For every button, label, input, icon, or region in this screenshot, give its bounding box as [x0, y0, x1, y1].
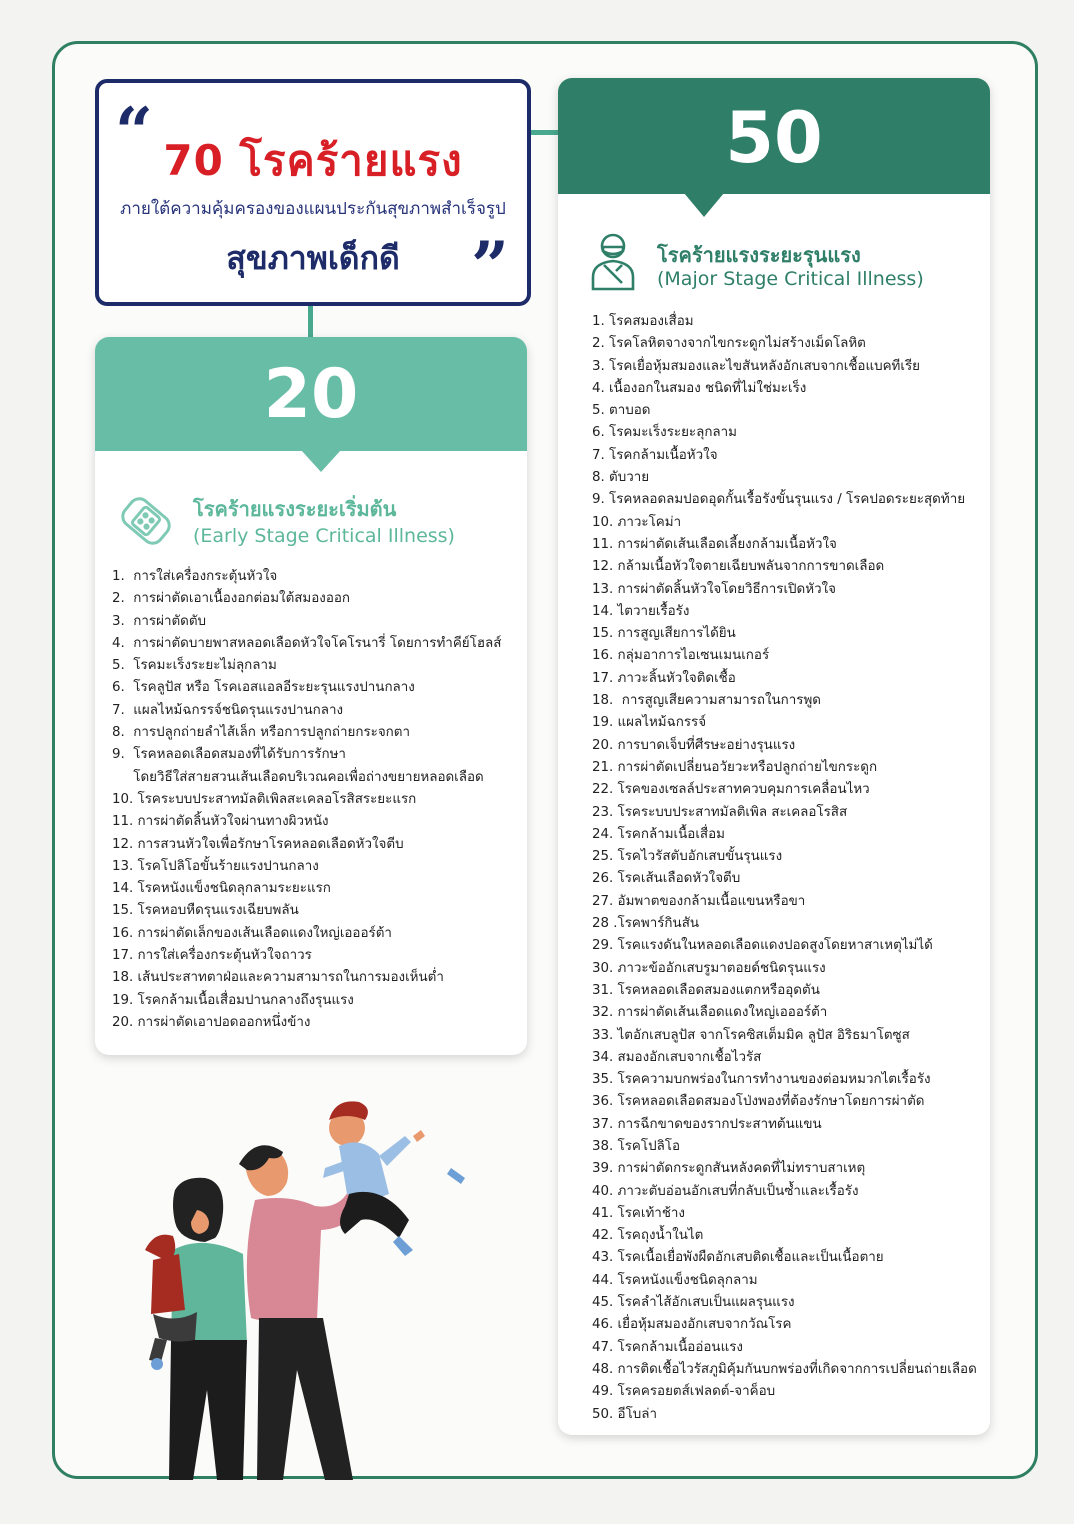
list-item: 4. การผ่าตัดบายพาสหลอดเลือดหัวใจโคโรนารี่ โดยการทำคีย์โฮลส์	[112, 635, 502, 651]
list-item: 29. โรคแรงดันในหลอดเลือดแดงปอดสูงโดยหาสาเหตุไม่ได้	[592, 938, 933, 954]
list-item: 34. สมองอักเสบจากเชื้อไวรัส	[592, 1049, 762, 1065]
list-item: 47. โรคกล้ามเนื้ออ่อนแรง	[592, 1339, 743, 1355]
list-item: 42. โรคถุงน้ำในไต	[592, 1228, 704, 1244]
major-stage-card	[558, 78, 990, 1435]
list-item: 5. โรคมะเร็งระยะไม่ลุกลาม	[112, 658, 277, 674]
list-item: 18. การสูญเสียความสามารถในการพูด	[592, 693, 822, 709]
list-item: 1. โรคสมองเสื่อม	[592, 314, 694, 329]
early-stage-heading-th: โรคร้ายแรงระยะเริ่มต้น	[193, 497, 397, 521]
list-item: 39. การผ่าตัดกระดูกสันหลังคดที่ไม่ทราบสาเหตุ	[592, 1161, 866, 1177]
list-item: 12. การสวนหัวใจเพื่อรักษาโรคหลอดเลือดหัวใจตีบ	[112, 836, 404, 852]
list-item: 15. โรคหอบหืดรุนแรงเฉียบพลัน	[112, 903, 299, 919]
list-item: 49. โรคครอยตส์เฟลดต์-จาค็อบ	[592, 1384, 776, 1400]
list-item: 37. การฉีกขาดของรากประสาทต้นแขน	[592, 1116, 822, 1132]
list-item: 17. การใส่เครื่องกระตุ้นหัวใจถาวร	[112, 948, 312, 964]
bandage-icon	[117, 490, 175, 552]
list-item: 24. โรคกล้ามเนื้อเสื่อม	[592, 826, 725, 842]
list-item: 30. ภาวะข้ออักเสบรูมาตอยด์ชนิดรุนแรง	[592, 960, 826, 976]
list-item: 48. การติดเชื้อไวรัสภูมิคุ้มกันบกพร่องที่เกิดจากการเปลี่ยนถ่ายเลือด	[592, 1361, 977, 1377]
list-item: 18. เส้นประสาทตาฝ่อและความสามารถในการมองเห็นต่ำ	[112, 970, 444, 986]
list-item: 25. โรคไวรัสตับอักเสบขั้นรุนแรง	[592, 849, 783, 865]
headline: 70 โรคร้ายแรง	[163, 136, 463, 185]
list-item: 36. โรคหลอดเลือดสมองโป่งพองที่ต้องรักษาโดยการผ่าตัด	[592, 1094, 925, 1110]
list-item: 6. โรคลูปัส หรือ โรคเอสแอลอีระยะรุนแรงปานกลาง	[112, 680, 415, 696]
early-stage-count: 20	[95, 337, 527, 451]
list-item: 13. โรคโปลิโอขั้นร้ายแรงปานกลาง	[112, 858, 319, 874]
list-item: 50. อีโบล่า	[592, 1406, 658, 1422]
list-item: 3. การผ่าตัดตับ	[112, 613, 207, 629]
list-item: 3. โรคเยื่อหุ้มสมองและไขสันหลังอักเสบจากเชื้อแบคทีเรีย	[592, 358, 920, 374]
list-item: 8. การปลูกถ่ายลำไส้เล็ก หรือการปลูกถ่ายกระจกตา	[112, 725, 411, 741]
major-stage-heading-en: (Major Stage Critical Illness)	[657, 268, 924, 290]
list-item: 7. โรคกล้ามเนื้อหัวใจ	[592, 447, 718, 463]
list-item: 26. โรคเส้นเลือดหัวใจตีบ	[592, 871, 741, 887]
list-item: 41. โรคเท้าช้าง	[592, 1205, 685, 1221]
list-item: 23. โรคระบบประสาทมัลติเพิล สะเคลอโรสิส	[592, 804, 848, 820]
list-item: 45. โรคลำไส้อักเสบเป็นแผลรุนแรง	[592, 1295, 795, 1311]
list-item: 11. การผ่าตัดเส้นเลือดเลี้ยงกล้ามเนื้อหัวใจ	[592, 536, 837, 552]
list-item: 2. การผ่าตัดเอาเนื้องอกต่อมใต้สมองออก	[112, 591, 351, 607]
list-item: 17. ภาวะลิ้นหัวใจติดเชื้อ	[592, 670, 736, 686]
list-item: 10. ภาวะโคม่า	[592, 514, 682, 530]
list-item: 7. แผลไหม้ฉกรรจ์ชนิดรุนแรงปานกลาง	[112, 702, 344, 718]
list-item: 22. โรคของเซลล์ประสาทควบคุมการเคลื่อนไหว	[592, 782, 870, 798]
list-item: 16. การผ่าตัดเล็กของเส้นเลือดแดงใหญ่เอออร์ต้า	[112, 925, 392, 941]
list-item: 12. กล้ามเนื้อหัวใจตายเฉียบพลันจากการขาดเลือด	[592, 559, 885, 575]
list-item: 43. โรคเนื้อเยื่อพังผืดอักเสบติดเชื้อและเป็นเนื้อตาย	[592, 1250, 884, 1266]
list-item: 16. กลุ่มอาการไอเซนเมนเกอร์	[592, 648, 770, 664]
list-item: โดยวิธีใส่สายสวนเส้นเลือดบริเวณคอเพื่อถ่างขยายหลอดเลือด	[112, 769, 484, 785]
list-item: 19. โรคกล้ามเนื้อเสื่อมปานกลางถึงรุนแรง	[112, 992, 354, 1008]
plan-name: สุขภาพเด็กดี	[226, 239, 400, 277]
list-item: 40. ภาวะตับอ่อนอักเสบที่กลับเป็นซ้ำและเรื้อรัง	[592, 1183, 859, 1199]
list-item: 21. การผ่าตัดเปลี่ยนอวัยวะหรือปลูกถ่ายไขกระดูก	[592, 759, 878, 775]
list-item: 31. โรคหลอดเลือดสมองแตกหรืออุดตัน	[592, 982, 820, 998]
major-stage-heading-th: โรคร้ายแรงระยะรุนแรง	[657, 243, 861, 267]
patient-mask-icon	[588, 231, 638, 291]
quote-close-mark: ”	[471, 227, 509, 305]
title-box	[95, 79, 531, 306]
early-stage-arrow	[301, 450, 341, 472]
quote-open-mark: “	[115, 93, 153, 171]
list-item: 38. โรคโปลิโอ	[592, 1138, 681, 1154]
list-item: 2. โรคโลหิตจางจากไขกระดูกไม่สร้างเม็ดโลหิต	[592, 336, 866, 352]
early-stage-heading-en: (Early Stage Critical Illness)	[193, 525, 455, 547]
list-item: 19. แผลไหม้ฉกรรจ์	[592, 715, 707, 731]
list-item: 20. การผ่าตัดเอาปอดออกหนึ่งข้าง	[112, 1014, 311, 1030]
list-item: 14. ไตวายเรื้อรัง	[592, 603, 690, 619]
list-item: 9. โรคหลอดลมปอดอุดกั้นเรื้อรังขั้นรุนแรง / โรคปอดระยะสุดท้าย	[592, 492, 966, 508]
early-stage-list	[112, 566, 522, 1034]
early-stage-card	[95, 337, 527, 1055]
list-item: 13. การผ่าตัดลิ้นหัวใจโดยวิธีการเปิดหัวใจ	[592, 581, 836, 597]
major-stage-count: 50	[558, 78, 990, 194]
list-item: 1. การใส่เครื่องกระตุ้นหัวใจ	[112, 569, 278, 584]
list-item: 27. อัมพาตของกล้ามเนื้อแขนหรือขา	[592, 893, 806, 909]
list-item: 32. การผ่าตัดเส้นเลือดแดงใหญ่เอออร์ต้า	[592, 1005, 828, 1021]
list-item: 5. ตาบอด	[592, 403, 651, 419]
list-item: 15. การสูญเสียการได้ยิน	[592, 626, 736, 642]
major-stage-list	[592, 311, 984, 1426]
list-item: 14. โรคหนังแข็งชนิดลุกลามระยะแรก	[112, 881, 331, 897]
list-item: 33. ไตอักเสบลูปัส จากโรคซิสเต็มมิค ลูปัส อิริธมาโตซูส	[592, 1027, 910, 1043]
subtitle: ภายใต้ความคุ้มครองของแผนประกันสุขภาพสำเร็จรูป	[120, 199, 506, 219]
list-item: 20. การบาดเจ็บที่ศีรษะอย่างรุนแรง	[592, 737, 796, 753]
list-item: 46. เยื่อหุ้มสมองอักเสบจากวัณโรค	[592, 1317, 792, 1333]
list-item: 44. โรคหนังแข็งชนิดลุกลาม	[592, 1272, 758, 1288]
list-item: 28 .โรคพาร์กินสัน	[592, 916, 700, 932]
list-item: 6. โรคมะเร็งระยะลุกลาม	[592, 425, 737, 441]
list-item: 11. การผ่าตัดลิ้นหัวใจผ่านทางผิวหนัง	[112, 814, 329, 830]
list-item: 8. ตับวาย	[592, 470, 650, 486]
family-playing-illustration	[135, 1100, 505, 1480]
list-item: 9. โรคหลอดเลือดสมองที่ได้รับการรักษา	[112, 747, 346, 763]
major-stage-arrow	[684, 193, 724, 217]
list-item: 4. เนื้องอกในสมอง ชนิดที่ไม่ใช่มะเร็ง	[592, 380, 807, 396]
list-item: 10. โรคระบบประสาทมัลติเพิลสะเคลอโรสิสระยะแรก	[112, 791, 417, 807]
list-item: 35. โรคความบกพร่องในการทำงานของต่อมหมวกไตเรื้อรัง	[592, 1072, 931, 1088]
